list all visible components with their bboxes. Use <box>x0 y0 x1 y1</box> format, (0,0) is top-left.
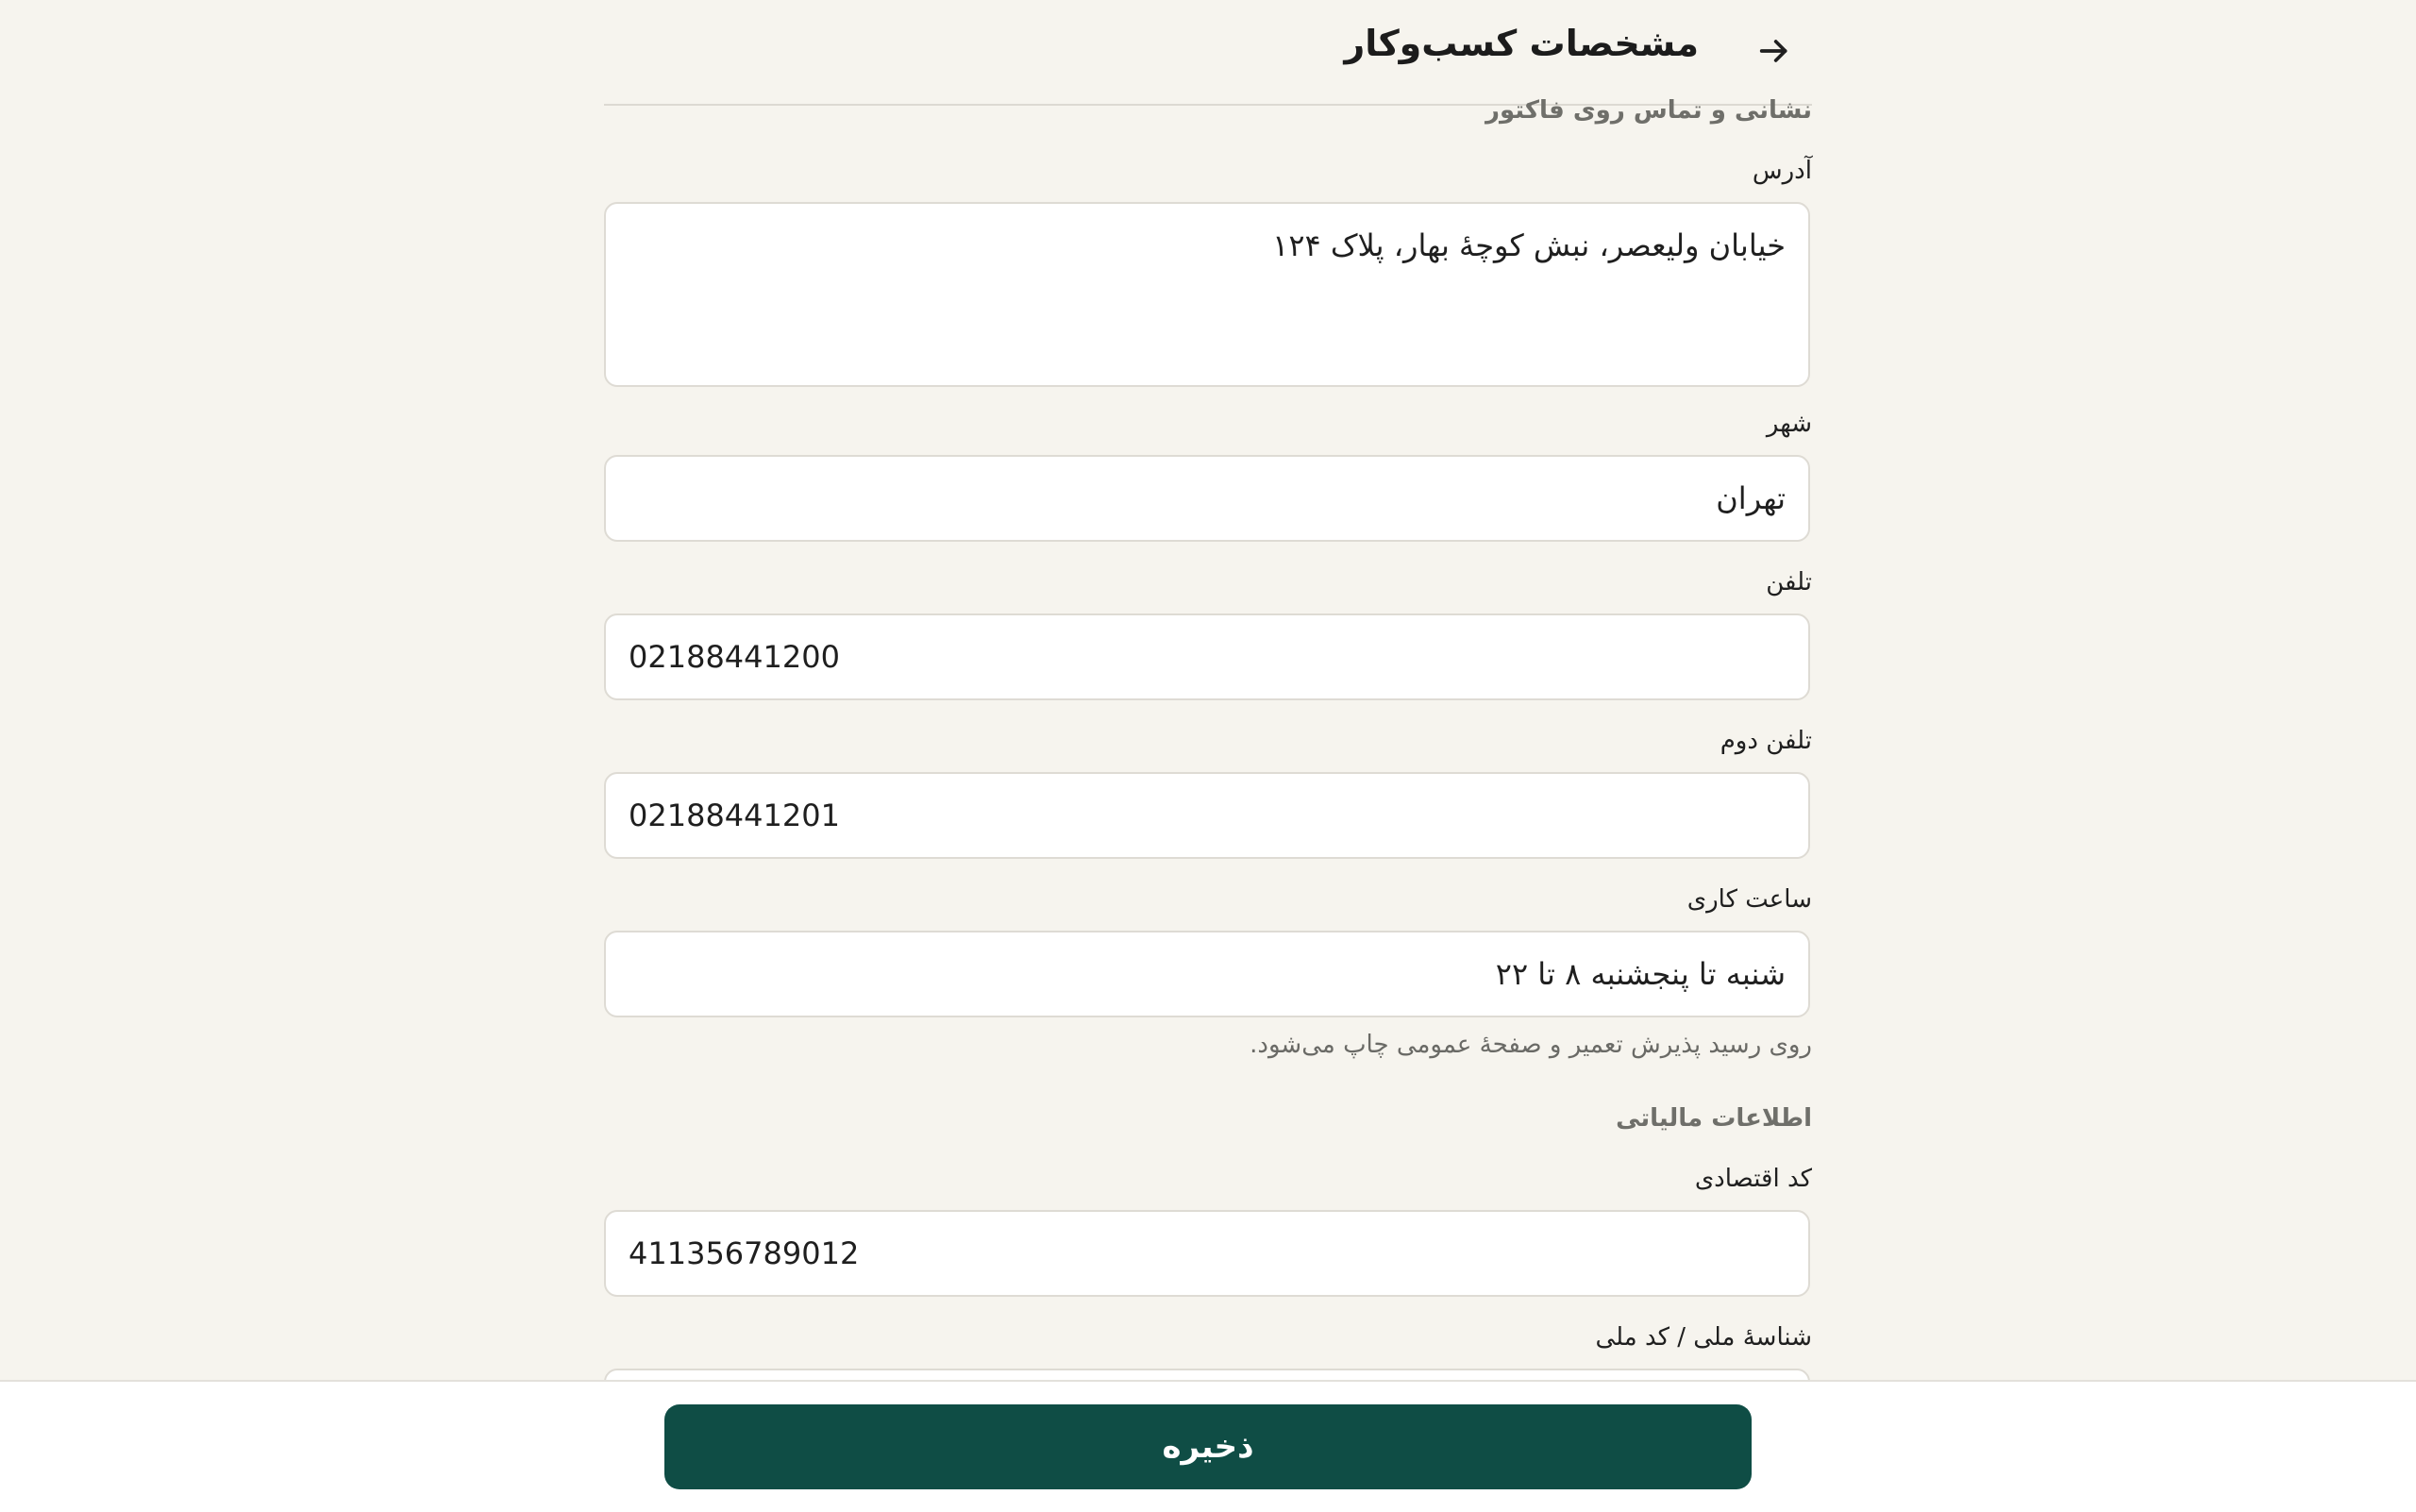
economic-code-label: کد اقتصادی <box>1694 1165 1812 1193</box>
back-button[interactable] <box>1748 26 1801 76</box>
hours-label: ساعت کاری <box>1686 885 1812 914</box>
phone-label: تلفن <box>1766 568 1812 596</box>
bottom-action-bar <box>0 1380 2416 1512</box>
hours-field[interactable]: شنبه تا پنجشنبه ۸ تا ۲۲ <box>604 931 1810 1017</box>
save-button[interactable]: ذخیره <box>664 1404 1752 1489</box>
page-header <box>604 0 1812 106</box>
hours-helper-text: روی رسید پذیرش تعمیر و صفحهٔ عمومی چاپ می‌شود. <box>1250 1031 1812 1059</box>
phone2-label: تلفن دوم <box>1720 727 1812 755</box>
page-title: مشخصات کسب‌وکار <box>1344 23 1699 64</box>
economic-code-field[interactable]: 411356789012 <box>604 1210 1810 1297</box>
city-field[interactable]: تهران <box>604 455 1810 542</box>
city-label: شهر <box>1766 410 1812 438</box>
section-title-address-contact: نشانی و تماس روی فاکتور <box>1485 96 1812 125</box>
national-id-label: شناسهٔ ملی / کد ملی <box>1595 1323 1812 1352</box>
section-title-tax: اطلاعات مالیاتی <box>1616 1104 1812 1133</box>
phone2-field[interactable]: 02188441201 <box>604 772 1810 859</box>
address-field[interactable]: خیابان ولیعصر، نبش کوچهٔ بهار، پلاک ۱۲۴ <box>604 202 1810 387</box>
arrow-right-icon <box>1755 32 1793 70</box>
address-label: آدرس <box>1752 157 1812 185</box>
phone-field[interactable]: 02188441200 <box>604 613 1810 700</box>
